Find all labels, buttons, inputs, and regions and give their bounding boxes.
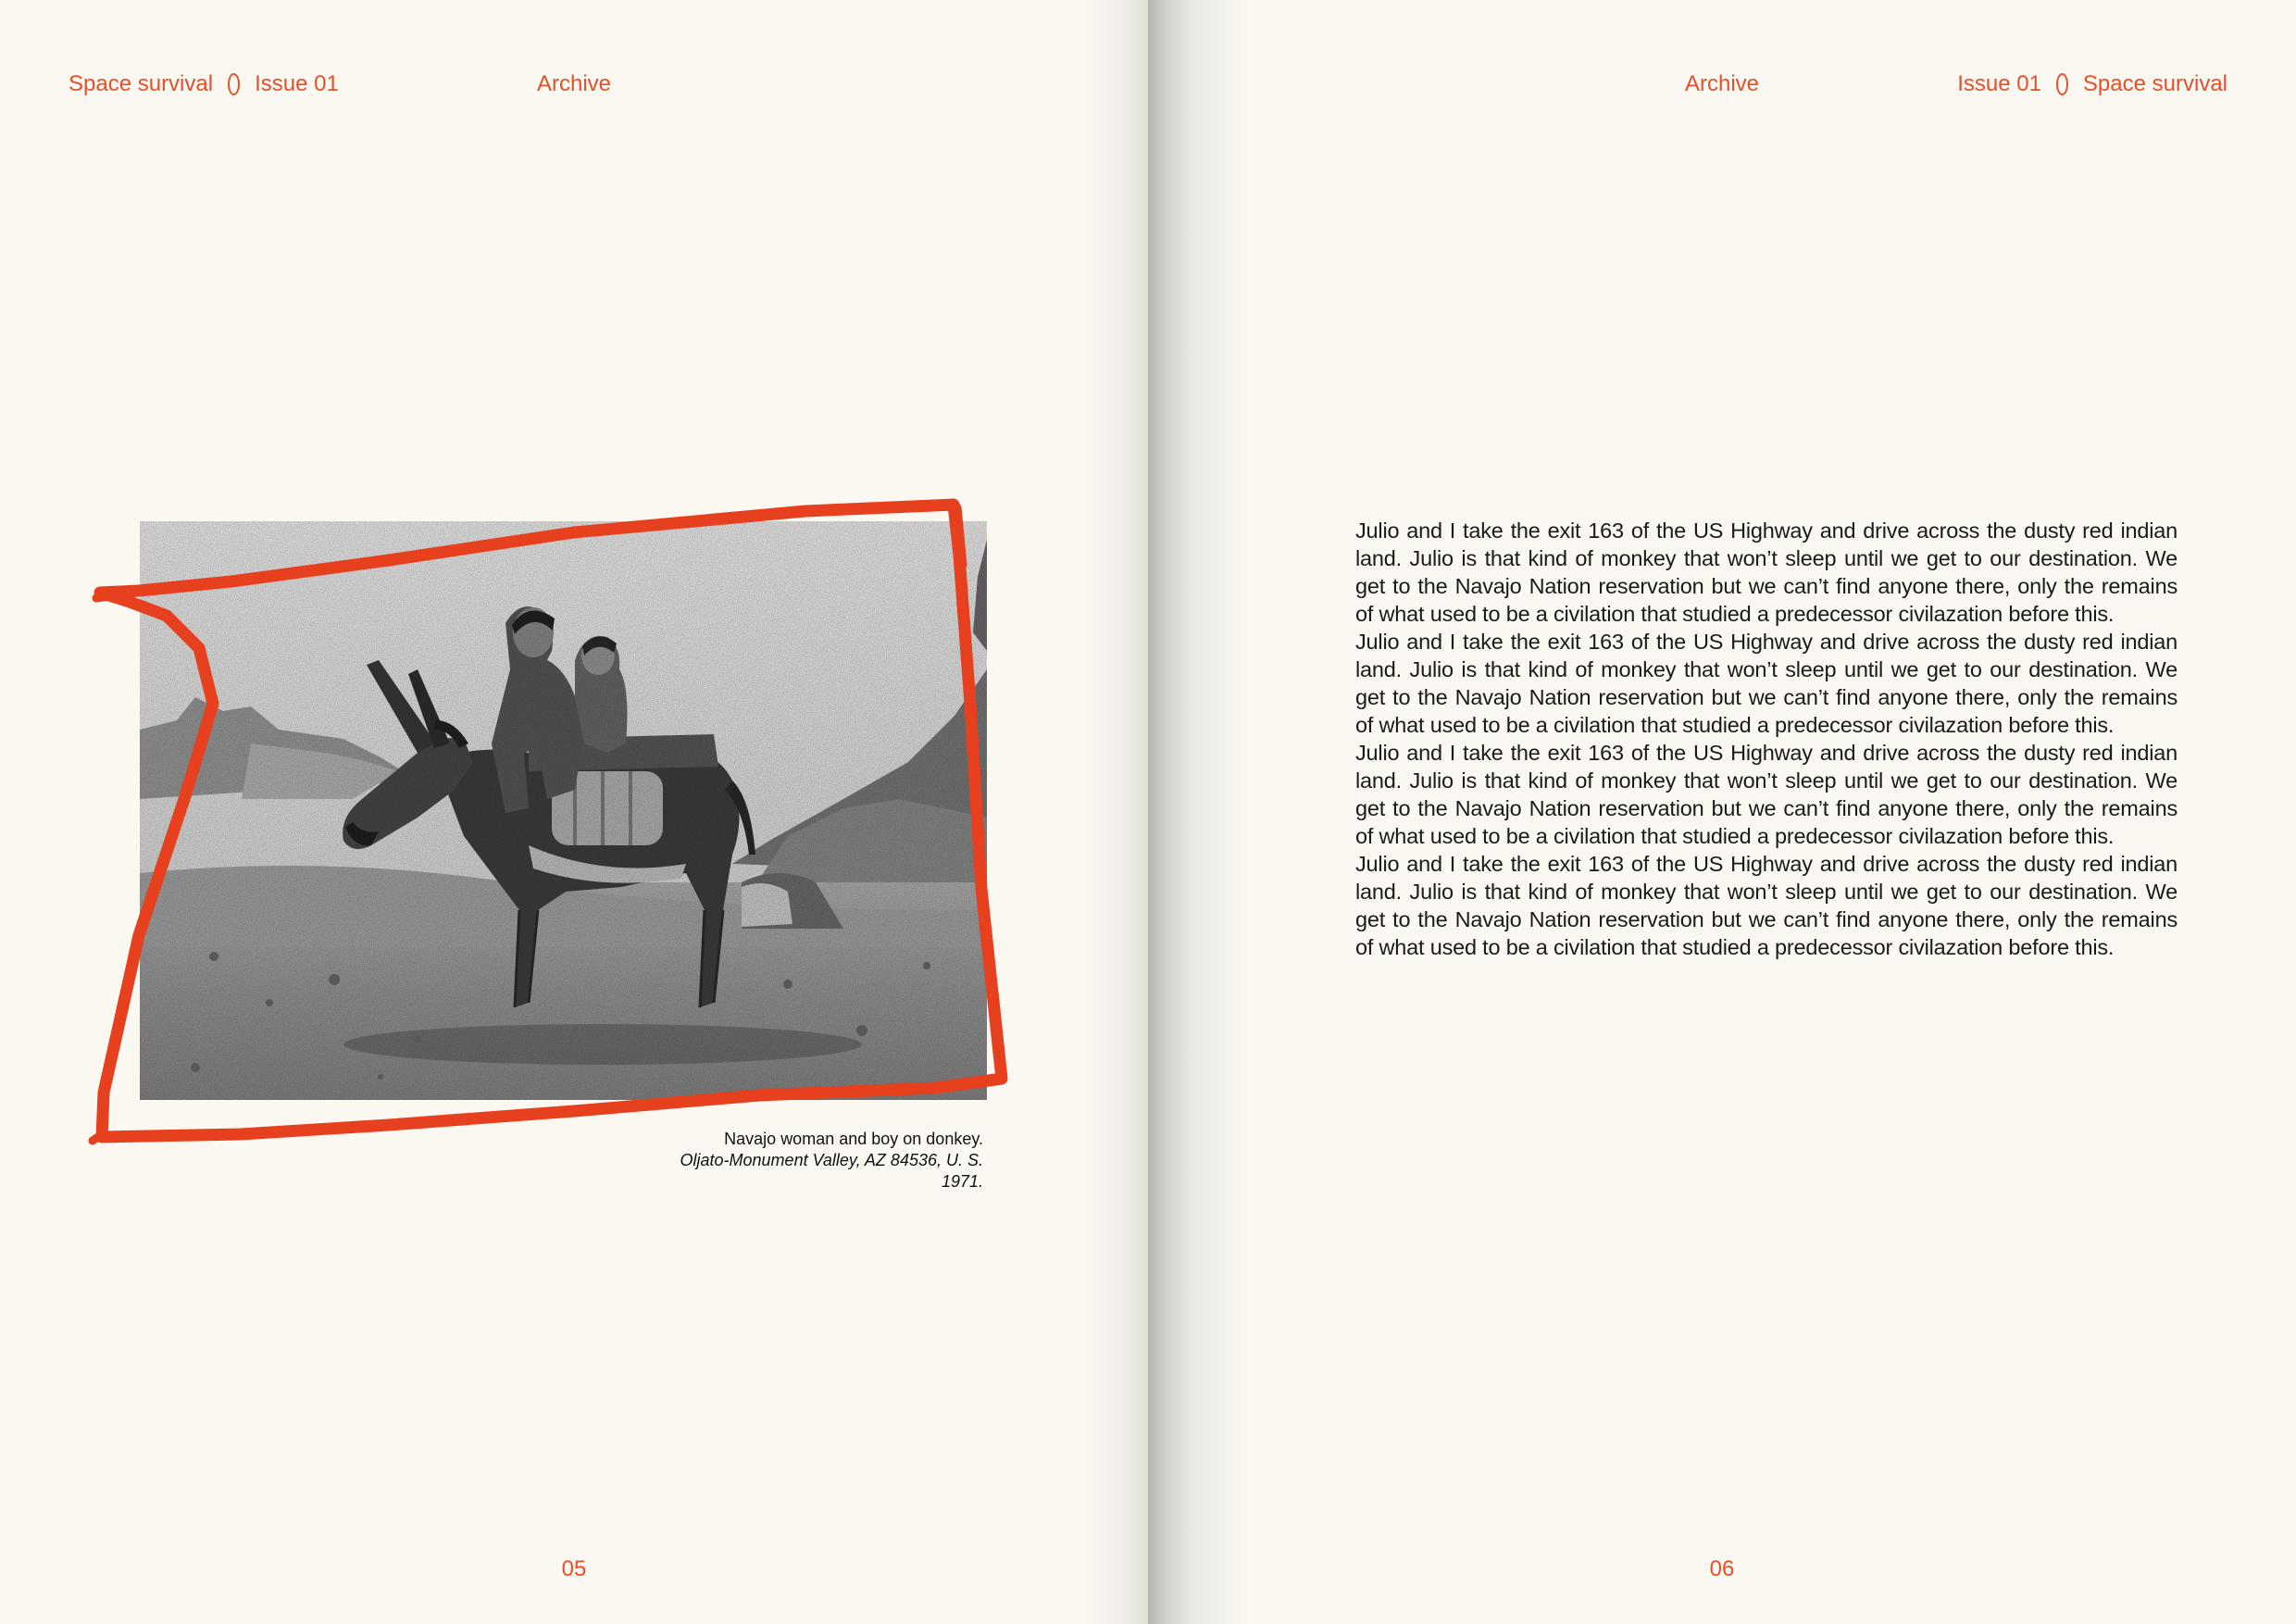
section-title: Archive [1685,71,1760,96]
series-title: Space survival [69,71,214,96]
caption-year: 1971. [941,1172,983,1191]
right-section-header [1685,70,1759,98]
page-number-right: 06 [1709,1556,1735,1581]
donkey-photo-image [140,521,987,1100]
issue-number: Issue 01 [1957,71,2041,96]
issue-number: Issue 01 [255,71,339,96]
left-section-header [537,70,611,98]
right-running-header [1957,70,2227,98]
series-title: Space survival [2082,71,2227,96]
archive-photo [140,521,987,1100]
left-running-header [69,70,339,98]
body-paragraph-3: Julio and I take the exit 163 of the US Highway and drive across the dusty red indian land. Julio is that kind of monkey that won’t sleep until we get to our destination. We get to the Navajo Nation reservation but we can’t find anyone there, only the remains of what used to be a civilation that studied a predecessor civilazation before this. [1355,741,2177,848]
article-body [1355,517,2177,961]
gutter-shadow-right [1148,0,1250,1624]
caption-location: Oljato-Monument Valley, AZ 84536, U. S. [680,1151,983,1169]
body-paragraph-4: Julio and I take the exit 163 of the US Highway and drive across the dusty red indian land. Julio is that kind of monkey that won’t sleep until we get to our destination. We get to the Navajo Nation reservation but we can’t find anyone there, only the remains of what used to be a civilation that studied a predecessor civilazation before this. [1355,852,2177,959]
gutter-shadow-left [1083,0,1148,1624]
right-page [1148,0,2296,1624]
body-paragraph-1: Julio and I take the exit 163 of the US Highway and drive across the dusty red indian land. Julio is that kind of monkey that won’t sleep until we get to our destination. We get to the Navajo Nation reservation but we can’t find anyone there, only the remains of what used to be a civilation that studied a predecessor civilazation before this. [1355,518,2177,626]
photo-caption [594,1129,983,1193]
oval-separator-icon [2056,73,2068,95]
oval-separator-icon [228,73,240,95]
page-number-left: 05 [561,1556,587,1581]
section-title: Archive [537,71,612,96]
caption-title: Navajo woman and boy on donkey. [724,1130,983,1148]
body-paragraph-2: Julio and I take the exit 163 of the US Highway and drive across the dusty red indian land. Julio is that kind of monkey that won’t sleep until we get to our destination. We get to the Navajo Nation reservation but we can’t find anyone there, only the remains of what used to be a civilation that studied a predecessor civilazation before this. [1355,630,2177,737]
